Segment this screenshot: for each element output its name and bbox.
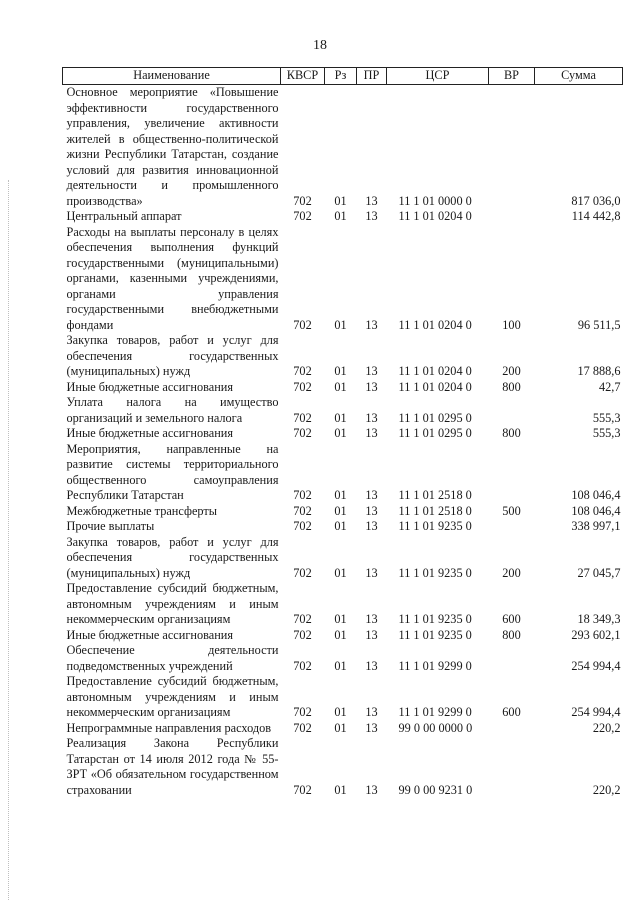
cell-rz: 01 xyxy=(334,720,347,735)
cell-rz: 01 xyxy=(334,364,347,378)
cell-name: Иные бюджетные ассигнования xyxy=(66,627,234,642)
table-row xyxy=(63,504,623,520)
cell-csr: 11 1 01 9235 0 xyxy=(398,565,472,580)
cell-sum: 254 994,4 xyxy=(571,658,621,673)
cell-kvsr: 702 xyxy=(293,410,312,425)
cell-vr xyxy=(489,643,535,674)
table-row xyxy=(63,380,623,396)
cell-csr: 11 1 01 2518 0 xyxy=(398,503,472,518)
cell-name: Основное мероприятие «Повышение эффективности государственного управления, увеличение активности жителей в общественно-политической жизни Республики Татарстан, создание условий для развития инновационной деятельности и промышленного производства» xyxy=(66,85,279,208)
cell-name: Предоставление субсидий бюджетным, автономным учреждениям и иным некоммерческим организациям xyxy=(66,674,279,719)
cell-vr: 800 xyxy=(502,627,521,642)
table-row xyxy=(63,333,623,380)
cell-kvsr: 702 xyxy=(293,627,312,642)
cell-rz: 01 xyxy=(334,193,347,208)
cell-vr xyxy=(489,442,535,504)
cell-csr: 11 1 01 0295 0 xyxy=(398,426,472,440)
cell-vr xyxy=(489,209,535,225)
binding-margin-marks xyxy=(8,180,9,900)
cell-rz: 01 xyxy=(334,658,347,673)
cell-pr: 13 xyxy=(365,565,378,580)
cell-pr: 13 xyxy=(365,503,378,518)
cell-kvsr: 702 xyxy=(293,612,312,626)
cell-sum: 108 046,4 xyxy=(571,488,621,502)
cell-rz: 01 xyxy=(334,410,347,425)
table-header-row xyxy=(63,68,623,85)
cell-rz: 01 xyxy=(334,426,347,440)
cell-csr: 11 1 01 0204 0 xyxy=(398,364,472,378)
column-header-pr: ПР xyxy=(357,68,387,85)
cell-vr: 100 xyxy=(502,317,521,332)
cell-name: Реализация Закона Республики Татарстан от 14 июля 2012 года № 55-ЗРТ «Об обязательном государственном страховании xyxy=(66,736,279,797)
cell-rz: 01 xyxy=(334,488,347,502)
cell-rz: 01 xyxy=(334,317,347,332)
cell-pr: 13 xyxy=(365,488,378,502)
cell-name: Центральный аппарат xyxy=(66,209,182,223)
cell-name: Закупка товаров, работ и услуг для обеспечения государственных (муниципальных) нужд xyxy=(66,333,279,378)
cell-kvsr: 702 xyxy=(293,782,312,797)
cell-kvsr: 702 xyxy=(293,503,312,518)
cell-csr: 11 1 01 9235 0 xyxy=(398,612,472,626)
cell-rz: 01 xyxy=(334,612,347,626)
table-row xyxy=(63,395,623,426)
cell-sum: 96 511,5 xyxy=(577,317,621,332)
cell-rz: 01 xyxy=(334,782,347,797)
cell-sum: 108 046,4 xyxy=(571,503,621,518)
cell-csr: 11 1 01 0295 0 xyxy=(398,410,472,425)
cell-name: Межбюджетные трансферты xyxy=(66,503,218,518)
cell-pr: 13 xyxy=(365,705,378,719)
table-row xyxy=(63,736,623,798)
cell-name: Иные бюджетные ассигнования xyxy=(66,426,234,440)
cell-kvsr: 702 xyxy=(293,658,312,673)
cell-vr xyxy=(489,736,535,798)
cell-pr: 13 xyxy=(365,782,378,797)
table-row xyxy=(63,628,623,644)
cell-pr: 13 xyxy=(365,364,378,378)
cell-kvsr: 702 xyxy=(293,519,312,533)
table-row xyxy=(63,426,623,442)
table-row xyxy=(63,674,623,721)
cell-name: Предоставление субсидий бюджетным, автономным учреждениям и иным некоммерческим организациям xyxy=(66,581,279,626)
cell-rz: 01 xyxy=(334,209,347,223)
cell-csr: 11 1 01 9235 0 xyxy=(398,627,472,642)
cell-pr: 13 xyxy=(365,317,378,332)
cell-sum: 220,2 xyxy=(592,782,621,797)
cell-vr xyxy=(489,85,535,210)
cell-vr: 200 xyxy=(502,565,521,580)
cell-vr xyxy=(489,395,535,426)
cell-sum: 555,3 xyxy=(592,426,621,440)
table-row xyxy=(63,721,623,737)
cell-vr: 800 xyxy=(502,426,521,440)
cell-kvsr: 702 xyxy=(293,565,312,580)
cell-csr: 11 1 01 9299 0 xyxy=(398,658,472,673)
column-header-kvsr: КВСР xyxy=(281,68,325,85)
cell-pr: 13 xyxy=(365,612,378,626)
cell-sum: 338 997,1 xyxy=(571,519,621,533)
cell-sum: 555,3 xyxy=(592,410,621,425)
cell-kvsr: 702 xyxy=(293,379,312,394)
cell-kvsr: 702 xyxy=(293,705,312,719)
cell-sum: 114 442,8 xyxy=(571,209,621,223)
column-header-sum: Сумма xyxy=(535,68,623,85)
cell-kvsr: 702 xyxy=(293,488,312,502)
cell-sum: 293 602,1 xyxy=(571,627,621,642)
cell-rz: 01 xyxy=(334,519,347,533)
cell-kvsr: 702 xyxy=(293,364,312,378)
table-row xyxy=(63,225,623,334)
cell-kvsr: 702 xyxy=(293,317,312,332)
cell-name: Уплата налога на имущество организаций и земельного налога xyxy=(66,395,279,425)
cell-sum: 817 036,0 xyxy=(571,193,621,208)
column-header-rz: Рз xyxy=(325,68,357,85)
table-body xyxy=(63,85,623,799)
table-row xyxy=(63,209,623,225)
column-header-vr: ВР xyxy=(489,68,535,85)
cell-pr: 13 xyxy=(365,426,378,440)
column-header-name: Наименование xyxy=(63,68,281,85)
cell-rz: 01 xyxy=(334,379,347,394)
cell-pr: 13 xyxy=(365,720,378,735)
cell-name: Прочие выплаты xyxy=(66,519,155,533)
cell-csr: 11 1 01 0204 0 xyxy=(398,209,472,223)
cell-csr: 11 1 01 0000 0 xyxy=(398,193,472,208)
cell-pr: 13 xyxy=(365,209,378,223)
cell-pr: 13 xyxy=(365,627,378,642)
table-row xyxy=(63,643,623,674)
table-row xyxy=(63,85,623,210)
cell-pr: 13 xyxy=(365,519,378,533)
cell-kvsr: 702 xyxy=(293,426,312,440)
cell-pr: 13 xyxy=(365,410,378,425)
cell-csr: 11 1 01 0204 0 xyxy=(398,379,472,394)
cell-csr: 11 1 01 2518 0 xyxy=(398,488,472,502)
table-row xyxy=(63,442,623,504)
cell-name: Закупка товаров, работ и услуг для обеспечения государственных (муниципальных) нужд xyxy=(66,534,279,580)
cell-rz: 01 xyxy=(334,503,347,518)
cell-kvsr: 702 xyxy=(293,720,312,735)
cell-csr: 11 1 01 9235 0 xyxy=(398,519,472,533)
cell-csr: 99 0 00 9231 0 xyxy=(398,782,473,797)
cell-kvsr: 702 xyxy=(293,209,312,223)
cell-vr xyxy=(489,721,535,737)
cell-pr: 13 xyxy=(365,379,378,394)
cell-vr: 600 xyxy=(502,705,521,719)
cell-rz: 01 xyxy=(334,705,347,719)
cell-vr xyxy=(489,519,535,535)
cell-name: Расходы на выплаты персоналу в целях обеспечения выполнения функций государственными (муниципальными) органами, казенными учреждениями, органами управления государственными внебюджетными фондами xyxy=(66,224,279,332)
cell-csr: 11 1 01 9299 0 xyxy=(398,705,472,719)
cell-sum: 42,7 xyxy=(598,379,621,394)
cell-name: Иные бюджетные ассигнования xyxy=(66,379,234,394)
cell-vr: 800 xyxy=(502,379,521,394)
cell-vr: 200 xyxy=(502,364,521,378)
cell-name: Непрограммные направления расходов xyxy=(66,720,272,735)
cell-sum: 27 045,7 xyxy=(577,565,621,580)
cell-name: Обеспечение деятельности подведомственных учреждений xyxy=(66,643,279,673)
table-row xyxy=(63,519,623,535)
cell-kvsr: 702 xyxy=(293,193,312,208)
budget-table xyxy=(62,67,623,798)
cell-sum: 18 349,3 xyxy=(577,612,621,626)
table-row xyxy=(63,535,623,582)
cell-sum: 17 888,6 xyxy=(577,364,621,378)
cell-pr: 13 xyxy=(365,193,378,208)
cell-rz: 01 xyxy=(334,565,347,580)
cell-csr: 99 0 00 0000 0 xyxy=(398,720,473,735)
cell-vr: 600 xyxy=(502,612,521,626)
table-row xyxy=(63,581,623,628)
cell-sum: 254 994,4 xyxy=(571,705,621,719)
page-number: 18 xyxy=(313,38,327,53)
cell-sum: 220,2 xyxy=(592,720,621,735)
cell-vr: 500 xyxy=(502,503,521,518)
cell-pr: 13 xyxy=(365,658,378,673)
cell-csr: 11 1 01 0204 0 xyxy=(398,317,472,332)
cell-rz: 01 xyxy=(334,627,347,642)
column-header-csr: ЦСР xyxy=(387,68,489,85)
cell-name: Мероприятия, направленные на развитие системы территориального общественного самоуправления Республики Татарстан xyxy=(66,441,279,502)
